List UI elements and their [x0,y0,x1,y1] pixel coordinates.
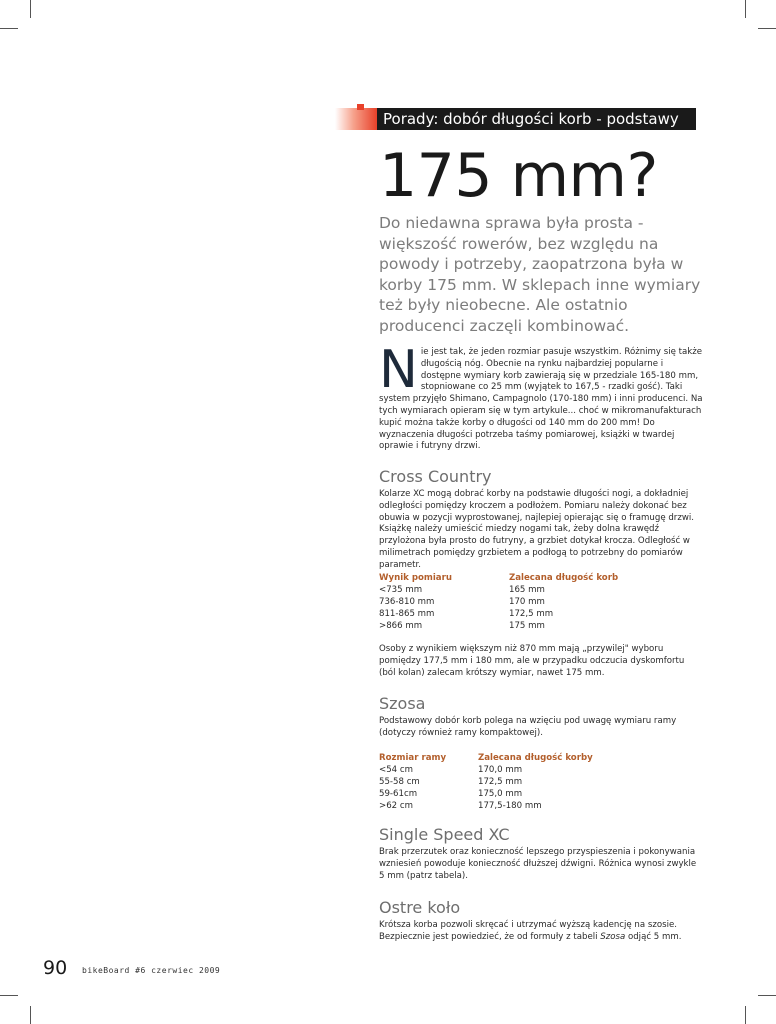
crop-mark [30,1006,31,1024]
table-cell: 177,5-180 mm [478,801,542,811]
table-cell: 165 mm [509,585,545,595]
table-cell: 59-61cm [379,789,418,799]
table-cell: 811-865 mm [379,609,435,619]
table-header-cell: Wynik pomiaru [379,573,452,583]
table-row [379,776,593,788]
table-cell: 175,0 mm [478,789,523,799]
table-cell: <54 cm [379,765,413,775]
table-header [379,752,593,764]
table-row [379,596,618,608]
table-row [379,584,618,596]
fixed-text: odjąć 5 mm. [625,931,682,942]
article-title: 175 mm? [379,141,658,211]
table-header-cell: Rozmiar ramy [379,753,447,763]
crop-mark [758,28,776,29]
xc-table [379,572,618,632]
table-cell: 736-810 mm [379,597,435,607]
fixed-text: Krótsza korba pozwoli skręcać i utrzymać wyższą kadencję na szosie. Bezpiecznie jest powiedzieć, że od formuły z tabeli [379,920,678,942]
table-header [379,572,618,584]
drop-cap: N [379,340,418,400]
table-row [379,620,618,632]
table-header-cell: Zalecana długość korby [478,753,593,763]
table-cell: 170,0 mm [478,765,523,775]
heading-single-speed: Single Speed XC [379,825,510,844]
crop-mark [30,0,31,18]
xc-note: Osoby z wynikiem większym niż 870 mm mają „przywilej" wyboru pomiędzy 177,5 mm i 180 mm, ale w przypadku odczucia dyskomfortu (ból kolan) zalecam krótszy wymiar, nawet 175 mm. [379,644,685,678]
table-header-cell: Zalecana długość korb [509,573,619,583]
crop-mark [758,995,776,996]
intro-paragraph [379,340,703,453]
table-cell: >866 mm [379,621,423,631]
road-paragraph: Podstawowy dobór korb polega na wzięciu pod uwagę wymiaru ramy (dotyczy również ramy kompaktowej). [379,716,677,738]
heading-szosa: Szosa [379,694,426,713]
table-cell: >62 cm [379,801,413,811]
table-row [379,608,618,620]
fixed-text-emphasis: Szosa [600,931,626,942]
crop-mark [745,1006,746,1024]
crop-mark [0,28,18,29]
heading-ostre-kolo: Ostre koło [379,898,461,917]
table-row [379,764,593,776]
intro-text: ie jest tak, że jeden rozmiar pasuje wszystkim. Różnimy się także długością nóg. Obecnie na rynku najbardziej popularne i dostępne wymiary korb zawierają się w przedziale 165-180 mm, stopniowane co 25 mm (wyjątek to 167,5 - rzadki gość). Taki system przyjęło Shimano, Campagnolo (170-180 mm) i inni producenci. Na tych wymiarach opieram się w tym artykule... choć w mikromanufakturach kupić można także korby o długości od 140 mm do 200 mm! Do wyznaczenia długości potrzeba taśmy pomiarowej, książki w twardej oprawie i futryny drzwi. [379,347,703,452]
xc-paragraph: Kolarze XC mogą dobrać korby na podstawie długości nogi, a dokładniej odległości pomiędzy kroczem a podłożem. Pomiaru należy dokonać bez obuwia w pozycji wyprostowanej, najlepiej opierając się o framugę drzwi. Książkę należy umieścić miedzy nogami tak, żeby dolna krawędź przylożona była prosto do futryny, a grzbiet dotykał krocza. Odległość w milimetrach pomiędzy grzbietem a podłogą to potrzebny do pomiarów parametr. [379,489,694,570]
ss-paragraph: Brak przerzutek oraz konieczność lepszego przyspieszenia i pokonywania wzniesień powoduje konieczność dłuższej dźwigni. Różnica wynosi zwykle 5 mm (patrz tabela). [379,847,697,881]
page-number: 90 [43,957,68,979]
fixed-paragraph [379,920,703,944]
article-lead: Do niedawna sprawa była prosta - większość rowerów, bez względu na powody i potrzeby, zaopatrzona była w korby 175 mm. W sklepach inne wymiary też były nieobecne. Ale ostatnio producenci zaczęli kombinować. [379,214,701,335]
section-tag-notch [357,104,364,110]
table-cell: 175 mm [509,621,545,631]
table-cell: <735 mm [379,585,423,595]
table-cell: 170 mm [509,597,545,607]
magazine-name: bikeBoard #6 czerwiec 2009 [82,966,221,975]
table-row [379,800,593,812]
table-row [379,788,593,800]
table-cell: 55-58 cm [379,777,420,787]
crop-mark [0,995,18,996]
heading-cross-country: Cross Country [379,467,492,486]
section-tag: Porady: dobór długości korb - podstawy [377,108,696,130]
table-cell: 172,5 mm [509,609,554,619]
crop-mark [745,0,746,18]
section-tag-accent [335,108,377,130]
road-table [379,752,593,812]
table-cell: 172,5 mm [478,777,523,787]
